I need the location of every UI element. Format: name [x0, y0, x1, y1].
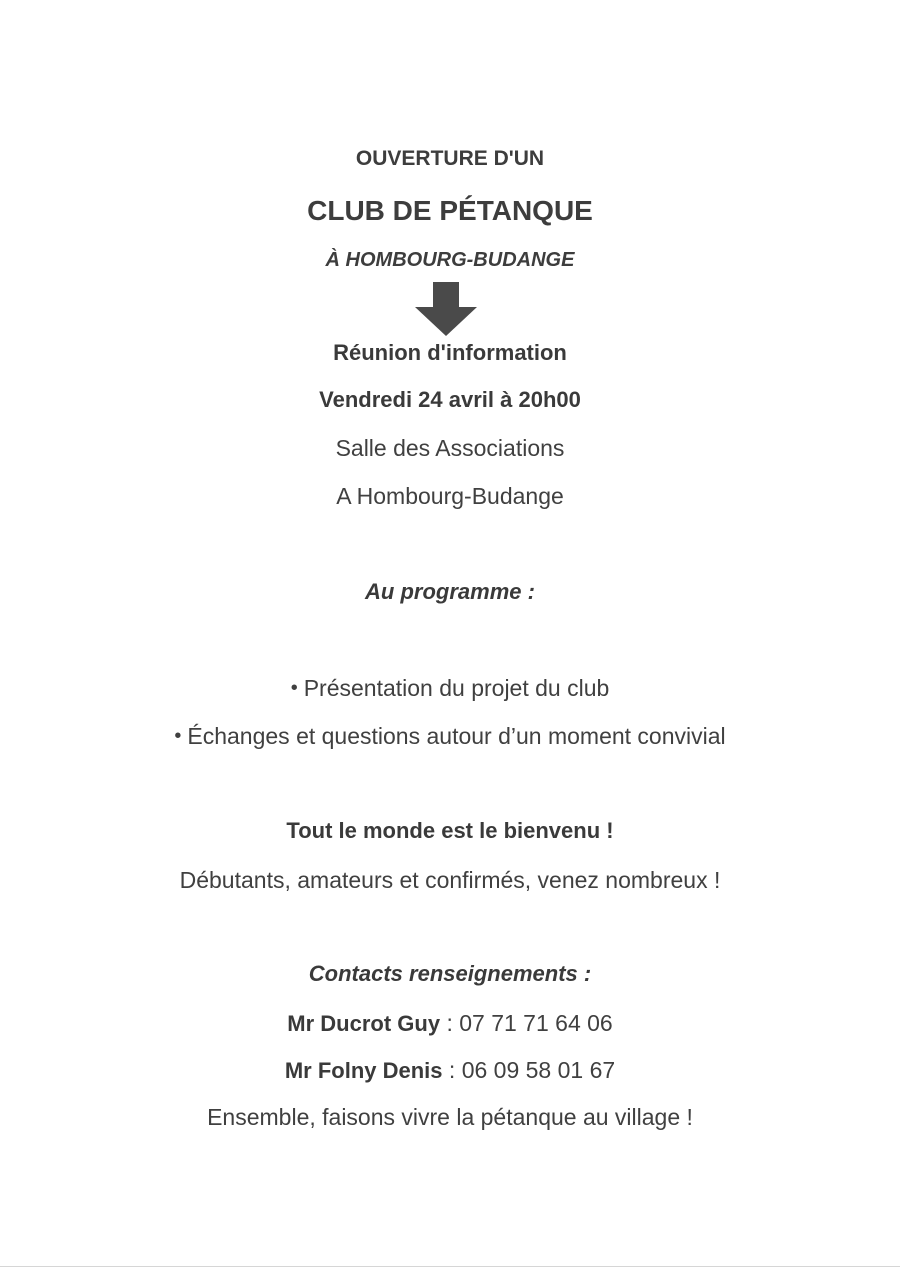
list-item [0, 725, 900, 748]
welcome-headline: Tout le monde est le bienvenu ! [286, 818, 614, 843]
meeting-venue: Salle des Associations [335, 435, 565, 461]
closing-message: Ensemble, faisons vivre la pétanque au village ! [207, 1104, 693, 1130]
page-edge-divider [0, 1266, 900, 1267]
header-line-1: OUVERTURE D'UN [355, 147, 545, 170]
contact-row [0, 1059, 900, 1082]
meeting-date: Vendredi 24 avril à 20h00 [319, 387, 581, 412]
contact-separator: : [442, 1057, 462, 1083]
bullet-icon: • [174, 725, 182, 747]
meeting-town: A Hombourg-Budange [336, 483, 564, 509]
bullet-icon: • [290, 677, 298, 699]
header-location: À HOMBOURG-BUDANGE [325, 249, 575, 271]
list-item-text: Échanges et questions autour d’un moment convivial [187, 723, 726, 749]
contact-phone[interactable]: 06 09 58 01 67 [461, 1057, 616, 1083]
contact-name: Mr Folny Denis [284, 1058, 443, 1083]
meeting-title: Réunion d'information [333, 340, 567, 365]
contact-separator: : [440, 1010, 460, 1036]
contact-row [0, 1012, 900, 1035]
list-item-text: Présentation du projet du club [303, 675, 610, 701]
welcome-audience: Débutants, amateurs et confirmés, venez nombreux ! [179, 867, 721, 893]
arrow-down-icon [415, 282, 477, 336]
program-title: Au programme : [365, 579, 535, 604]
contacts-title: Contacts renseignements : [308, 961, 592, 986]
contact-name: Mr Ducrot Guy [287, 1011, 441, 1036]
page-title: CLUB DE PÉTANQUE [307, 195, 593, 226]
contact-phone[interactable]: 07 71 71 64 06 [459, 1010, 613, 1036]
list-item [0, 677, 900, 700]
